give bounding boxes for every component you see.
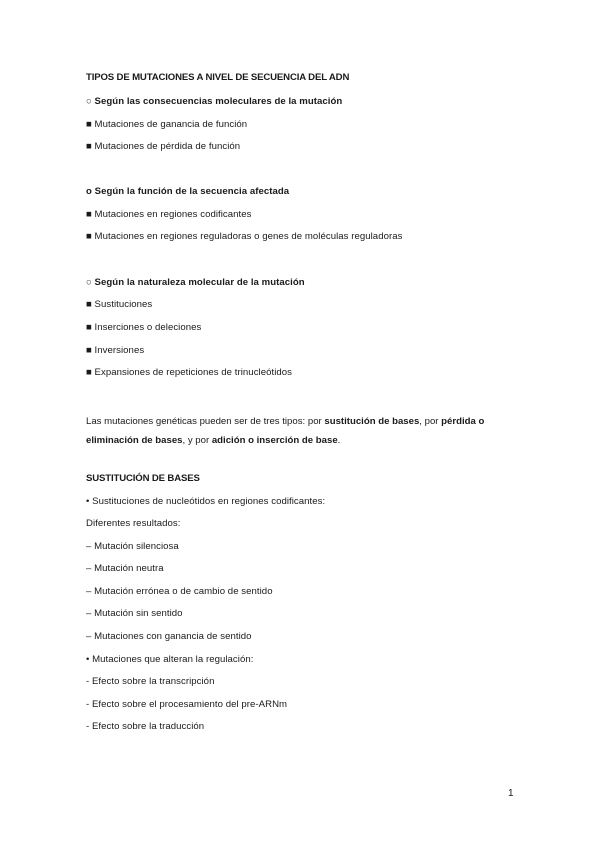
list-item: ■ Mutaciones en regiones codificantes [86, 209, 252, 220]
mutation-types-paragraph [86, 412, 506, 450]
list-item: – Mutaciones con ganancia de sentido [86, 631, 252, 642]
list-item: ■ Expansiones de repeticiones de trinucleótidos [86, 367, 293, 378]
list-item: - Efecto sobre la transcripción [86, 676, 215, 687]
list-item: – Mutación neutra [86, 563, 164, 574]
section-header-nature: ○ Según la naturaleza molecular de la mutación [86, 277, 305, 288]
paragraph-text: Las mutaciones genéticas pueden ser de tres tipos: por [86, 416, 325, 427]
list-item: - Efecto sobre el procesamiento del pre-ARNm [86, 699, 288, 710]
list-item: ■ Inversiones [86, 345, 145, 356]
paragraph-text: , por [419, 416, 442, 427]
paragraph-bold-term: adición o inserción de base [211, 435, 338, 446]
list-item: ■ Mutaciones de pérdida de función [86, 141, 241, 152]
list-item: • Sustituciones de nucleótidos en regiones codificantes: [86, 496, 326, 507]
list-item: • Mutaciones que alteran la regulación: [86, 654, 254, 665]
main-heading: TIPOS DE MUTACIONES A NIVEL DE SECUENCIA DEL ADN [86, 72, 350, 83]
section-header-function: o Según la función de la secuencia afectada [86, 186, 290, 197]
paragraph-bold-term: pérdida o eliminación de bases [86, 416, 485, 446]
list-item: – Mutación sin sentido [86, 608, 183, 619]
list-item: - Efecto sobre la traducción [86, 721, 205, 732]
list-item: ■ Sustituciones [86, 299, 153, 310]
list-item: ■ Inserciones o deleciones [86, 322, 202, 333]
section-header-consequences: ○ Según las consecuencias moleculares de la mutación [86, 96, 343, 107]
list-item: Diferentes resultados: [86, 518, 181, 529]
paragraph-text: , y por [182, 435, 212, 446]
paragraph-text: . [337, 435, 341, 446]
paragraph-bold-term: sustitución de bases [324, 416, 420, 427]
section-heading-substitution: SUSTITUCIÓN DE BASES [86, 473, 200, 484]
list-item: ■ Mutaciones de ganancia de función [86, 119, 248, 130]
list-item: – Mutación errónea o de cambio de sentido [86, 586, 273, 597]
list-item: – Mutación silenciosa [86, 541, 179, 552]
list-item: ■ Mutaciones en regiones reguladoras o genes de moléculas reguladoras [86, 231, 403, 242]
page-number: 1 [508, 788, 514, 799]
